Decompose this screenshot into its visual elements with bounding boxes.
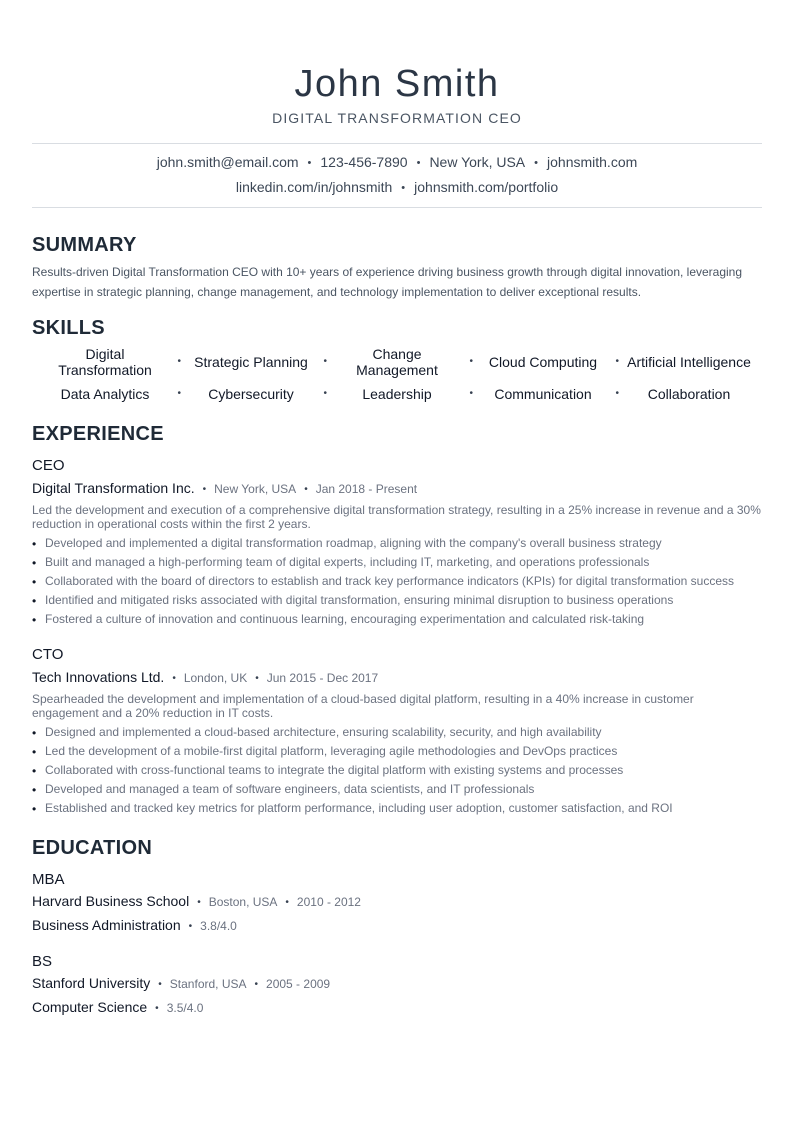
job-role: CEO [32, 457, 65, 474]
skill-label: Strategic Planning [194, 354, 308, 370]
education-entry [32, 870, 762, 938]
job-role: CTO [32, 646, 64, 663]
skill-item [324, 382, 473, 406]
separator-dot: • [177, 388, 181, 399]
edu-school: Harvard Business School [32, 893, 190, 909]
job-bullet-list [32, 534, 762, 629]
job-description: Led the development and execution of a comprehensive digital transformation strategy, resulting in a 25% increase in revenue and a 30% reduction in operational costs within the first 2 years. [32, 503, 761, 531]
job-entry [32, 456, 762, 629]
list-item: • Developed and managed a team of software engineers, data scientists, and IT professionals [32, 780, 762, 799]
contact-line-1 [32, 151, 762, 176]
skill-label: Collaboration [647, 386, 731, 402]
edu-field: Business Administration [32, 917, 181, 933]
list-item: • Built and managed a high-performing team of digital experts, including IT, marketing, and operations professionals [32, 553, 762, 572]
edu-school-line [32, 891, 762, 914]
separator-dot: • [202, 484, 207, 495]
edu-school-line [32, 973, 762, 996]
contact-line-2 [32, 176, 762, 201]
separator-dot: • [285, 897, 289, 908]
resume-header [32, 0, 762, 126]
skill-item [324, 346, 473, 378]
contact-location: New York, USA [429, 154, 526, 170]
skill-label: Communication [494, 386, 592, 402]
separator-dot: • [615, 356, 619, 367]
separator-dot: • [469, 356, 473, 367]
edu-location: Stanford, USA [169, 977, 247, 991]
edu-field-line [32, 915, 762, 938]
skills-grid [32, 346, 762, 406]
contact-portfolio[interactable]: johnsmith.com/portfolio [414, 179, 559, 195]
skill-label: Digital Transformation [58, 346, 152, 378]
separator-dot: • [155, 1003, 159, 1014]
skill-label: Cybersecurity [208, 386, 294, 402]
edu-degree: BS [32, 953, 53, 970]
edu-field: Computer Science [32, 999, 148, 1015]
contact-email[interactable]: john.smith@email.com [156, 154, 299, 170]
separator-dot: • [323, 356, 327, 367]
job-company-line [32, 478, 762, 501]
job-dates: Jun 2015 - Dec 2017 [266, 671, 379, 685]
list-item: • Collaborated with the board of directors to establish and track key performance indicators (KPIs) for digital transformation success [32, 572, 762, 591]
edu-dates: 2010 - 2012 [296, 895, 361, 909]
skill-item [178, 346, 327, 378]
separator-dot: • [172, 673, 176, 684]
edu-location: Boston, USA [208, 895, 278, 909]
skill-item [470, 346, 619, 378]
list-item: • Fostered a culture of innovation and continuous learning, encouraging experimentation and calculated risk-taking [32, 610, 762, 629]
separator-dot: • [304, 484, 308, 495]
skill-label: Data Analytics [60, 386, 150, 402]
skill-item [616, 382, 762, 406]
job-company: Tech Innovations Ltd. [32, 669, 165, 685]
separator-dot: • [307, 157, 312, 169]
edu-school: Stanford University [32, 975, 151, 991]
separator-dot: • [188, 921, 193, 932]
experience-section [32, 406, 762, 818]
skills-section [32, 302, 762, 406]
separator-dot: • [534, 157, 539, 169]
job-company: Digital Transformation Inc. [32, 480, 195, 496]
education-heading: EDUCATION [32, 837, 153, 859]
separator-dot: • [254, 979, 259, 990]
job-dates: Jan 2018 - Present [315, 482, 418, 496]
education-section [32, 818, 762, 1020]
separator-dot: • [416, 157, 421, 169]
contact-website[interactable]: johnsmith.com [547, 154, 638, 170]
job-company-line [32, 667, 762, 690]
list-item: • Developed and implemented a digital transformation roadmap, aligning with the company's overall business strategy [32, 534, 762, 553]
summary-section [32, 208, 762, 302]
contact-linkedin[interactable]: linkedin.com/in/johnsmith [235, 179, 393, 195]
skill-item [32, 346, 181, 378]
job-location: London, UK [183, 671, 248, 685]
skill-item [470, 382, 619, 406]
experience-heading: EXPERIENCE [32, 423, 164, 445]
summary-text: Results-driven Digital Transformation CEO with 10+ years of experience driving business growth through digital innovation, leveraging expertise in strategic planning, change management, and technology implementation to deliver exceptional results. [32, 265, 743, 299]
job-bullet-list [32, 723, 762, 818]
skills-heading: SKILLS [32, 317, 105, 339]
list-item: • Designed and implemented a cloud-based architecture, ensuring scalability, security, and high availability [32, 723, 762, 742]
contact-info [32, 144, 762, 207]
separator-dot: • [255, 673, 259, 684]
candidate-name: John Smith [294, 63, 500, 105]
edu-field-line [32, 997, 762, 1020]
summary-heading: SUMMARY [32, 234, 137, 256]
edu-dates: 2005 - 2009 [266, 977, 331, 991]
list-item: • Established and tracked key metrics for platform performance, including user adoption, customer satisfaction, and ROI [32, 799, 762, 818]
education-entry [32, 952, 762, 1020]
list-item: • Collaborated with cross-functional teams to integrate the digital platform with existing systems and processes [32, 761, 762, 780]
contact-phone[interactable]: 123-456-7890 [320, 154, 408, 170]
skill-label: Leadership [362, 386, 432, 402]
edu-degree: MBA [32, 871, 65, 888]
skill-item [616, 346, 762, 378]
skill-label: Change Management [356, 346, 438, 378]
job-description: Spearheaded the development and implementation of a cloud-based digital platform, resulting in a 40% increase in customer engagement and a 20% reduction in IT costs. [32, 692, 694, 720]
skill-item [178, 382, 327, 406]
separator-dot: • [401, 182, 406, 194]
edu-gpa: 3.5/4.0 [166, 1001, 204, 1015]
list-item: • Led the development of a mobile-first digital platform, leveraging agile methodologies and DevOps practices [32, 742, 762, 761]
separator-dot: • [323, 388, 327, 399]
separator-dot: • [197, 897, 201, 908]
separator-dot: • [615, 388, 619, 399]
skill-label: Artificial Intelligence [627, 354, 751, 370]
job-location: New York, USA [214, 482, 297, 496]
candidate-title: DIGITAL TRANSFORMATION CEO [272, 110, 522, 126]
skill-item [32, 382, 181, 406]
list-item: • Identified and mitigated risks associated with digital transformation, ensuring minimal disruption to business operations [32, 591, 762, 610]
separator-dot: • [158, 979, 162, 990]
skill-label: Cloud Computing [488, 354, 598, 370]
edu-gpa: 3.8/4.0 [200, 919, 237, 933]
separator-dot: • [469, 388, 473, 399]
job-entry [32, 645, 762, 818]
separator-dot: • [177, 356, 181, 367]
